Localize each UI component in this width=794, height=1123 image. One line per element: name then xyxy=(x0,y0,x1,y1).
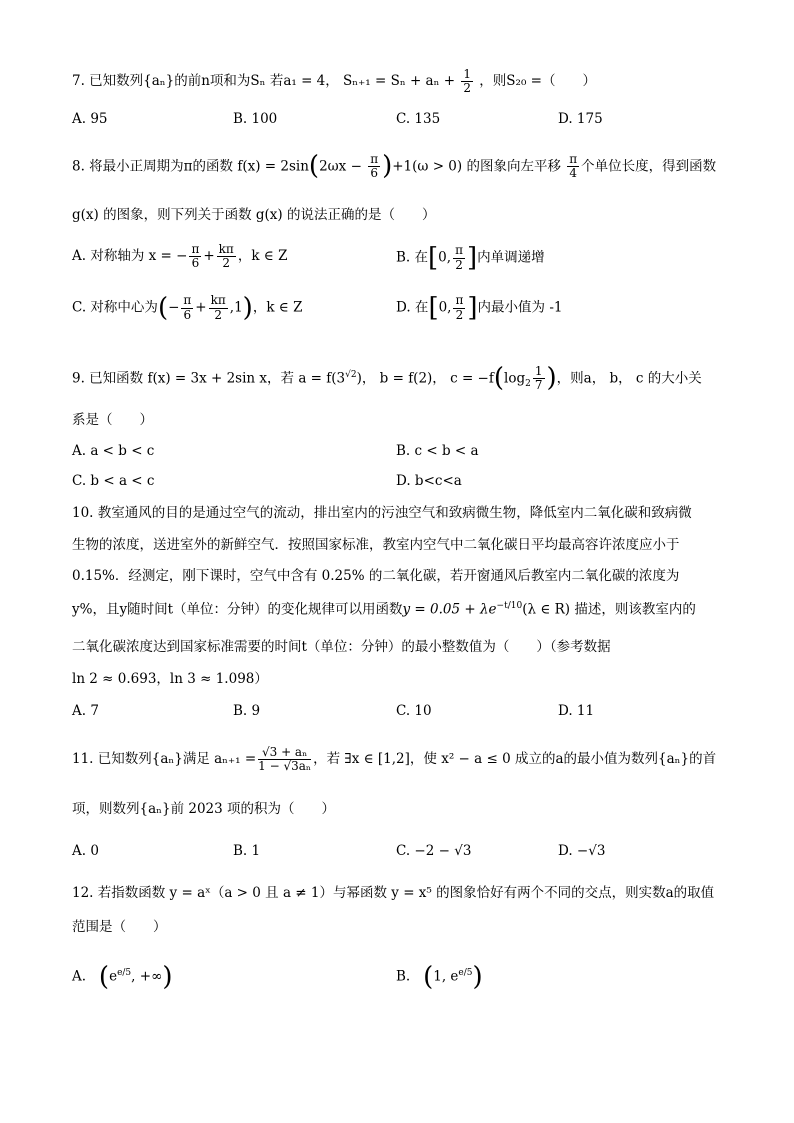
q10-line5: 二氧化碳浓度达到国家标准需要的时间t（单位：分钟）的最小整数值为（ ）（参考数据 xyxy=(72,639,611,655)
q7-frac-num: 1 xyxy=(463,67,471,81)
q9-option-b: B. c < b < a xyxy=(396,443,479,459)
q8-opta-f2n: kπ xyxy=(218,242,234,256)
q8-text-c: +1(ω > 0) 的图象向左平移 xyxy=(392,158,561,175)
q7-stem-tail: ，则S₂₀ =（ ） xyxy=(479,73,596,90)
q8-optd-fd: 2 xyxy=(455,307,464,322)
q11-option-d: D. −√3 xyxy=(558,843,606,859)
q8-optd-fn: π xyxy=(455,293,464,308)
q11-option-c: C. −2 − √3 xyxy=(396,843,472,859)
q8-optb-frac xyxy=(453,244,465,271)
q9-fd: 7 xyxy=(534,378,543,393)
q9-stem-line1: 9. 已知函数 f(x) = 3x + 2sin x，若 $a = f(3^{√2})$， b = f(2)， $c = -f(\log_2$ $\frac{1}{7}$ )，则a， b， c 的大小关 xyxy=(72,363,702,393)
q12-line2: 范围是（ ） xyxy=(72,919,167,935)
q10-line4-text: y%，且y随时间t（单位：分钟）的变化规律可以用函数 xyxy=(72,601,403,618)
q12-opta-tail: , +∞ xyxy=(131,968,163,985)
q7-stem xyxy=(72,68,734,95)
q9-text-b: )， b = f(2)， c = −f xyxy=(356,370,494,387)
q9-frac xyxy=(533,365,545,392)
q10-exponent: −t/10 xyxy=(496,601,523,611)
q9-text-a: 9. 已知函数 f(x) = 3x + 2sin x，若 a = f(3 xyxy=(72,370,346,387)
q8-optc-plus: + xyxy=(195,299,207,316)
q10-option-d: D. 11 xyxy=(558,703,595,719)
q8-opta-text: A. 对称轴为 x = − xyxy=(72,248,188,265)
q11-option-b: B. 1 xyxy=(233,843,261,859)
q10-line2: 生物的浓度，送进室外的新鲜空气．按照国家标准，教室内空气中二氧化碳日平均最高容许浓度应小于 xyxy=(72,537,680,553)
q8-frac1-den: 6 xyxy=(370,166,378,181)
q8-frac2-den: 4 xyxy=(569,166,578,181)
q9-stem-line2: 系是（ ） xyxy=(72,412,153,428)
q9-fn: 1 xyxy=(534,364,543,379)
q8-opta-f2d: 2 xyxy=(222,256,231,271)
q8-optc-tail-a: ,1 xyxy=(229,299,243,316)
q8-opta-plus: + xyxy=(203,248,215,265)
q8-optd-tail: 内最小值为 -1 xyxy=(477,299,563,316)
q10-option-b: B. 9 xyxy=(233,703,261,719)
q8-optc-tail: ，k ∈ Z xyxy=(252,299,303,316)
q8-optb-tail: 内单调递增 xyxy=(477,249,545,266)
q8-optc-frac1 xyxy=(181,294,193,321)
q12-line1: 12. 若指数函数 y = aˣ（a > 0 且 a ≠ 1）与幂函数 y = x⁵ 的图象恰好有两个不同的交点，则实数a的取值 xyxy=(72,885,715,901)
q8-opta-f1n: π xyxy=(191,242,200,256)
q10-formula: y = 0.05 + λe xyxy=(402,601,497,618)
q8-text-a: 8. 将最小正周期为π的函数 f(x) = 2sin xyxy=(72,158,309,175)
q8-fraction-2 xyxy=(567,153,579,180)
q8-option-a xyxy=(72,243,287,270)
q8-option-b: B. 在[0, $\frac{\pi}{2}$ ]内单调递增 xyxy=(396,243,545,273)
q8-frac2-num: π xyxy=(569,152,578,167)
q9-text-c: ，则a， b， c 的大小关 xyxy=(556,370,702,387)
q8-option-c: C. 对称中心为(− $\frac{\pi}{6}$ + $\frac{k\pi}{2}$ ,1)，k ∈ Z xyxy=(72,293,303,323)
q8-optc-f1n: π xyxy=(183,293,192,308)
q8-fraction-1 xyxy=(368,153,380,180)
q11-text-b: ，若 ∃x ∈ [1,2]，使 x² − a ≤ 0 成立的a的最小值为数列{aₙ}的首 xyxy=(313,751,717,768)
q12-opta-label: A. xyxy=(72,968,87,985)
q8-optc-text: C. 对称中心为 xyxy=(72,299,158,316)
q9-sup: √2 xyxy=(345,369,357,380)
q10-line3: 0.15%．经测定，刚下课时，空气中含有 0.25% 的二氧化碳，若开窗通风后教室内二氧化碳的浓度为 xyxy=(72,568,680,584)
q8-optb-fn: π xyxy=(455,243,463,258)
q8-optb-fd: 2 xyxy=(455,257,463,272)
q11-line1 xyxy=(72,746,734,773)
q9-log-sub: 2 xyxy=(525,379,531,390)
q8-optd-text: D. 在 xyxy=(396,299,429,316)
q9-option-a: A. a < b < c xyxy=(72,443,155,459)
q10-line4 xyxy=(72,600,734,620)
q12-optb-exp: e/5 xyxy=(458,968,473,978)
q8-opta-frac1 xyxy=(189,243,201,270)
q12-option-b: B. (1, $e^{e/5}$) xyxy=(396,962,483,992)
q12-opta-base: e xyxy=(109,968,118,985)
q8-optc-frac2 xyxy=(209,294,228,321)
q7-stem-text: 7. 已知数列{aₙ}的前n项和为Sₙ 若a₁ = 4， Sₙ₊₁ = Sₙ + aₙ + xyxy=(72,73,456,90)
q8-opta-f1d: 6 xyxy=(191,256,200,271)
q8-optd-frac xyxy=(453,294,465,321)
q9-log: log xyxy=(504,370,526,387)
q12-option-a: A. ($e^{e/5}$, +∞) xyxy=(72,962,173,992)
q9-option-d: D. b<c<a xyxy=(396,473,462,489)
q11-fd: 1 − √3aₙ xyxy=(258,759,312,774)
q8-opta-frac2 xyxy=(217,243,236,270)
q8-optc-minus: − xyxy=(168,299,180,316)
q10-option-c: C. 10 xyxy=(396,703,432,719)
q8-option-d: D. 在[0, $\frac{\pi}{2}$ ]内最小值为 -1 xyxy=(396,293,563,323)
q8-optb-text: B. 在 xyxy=(396,249,429,266)
q7-frac-den: 2 xyxy=(463,81,471,96)
q7-option-d: D. 175 xyxy=(558,111,603,127)
q8-optb-int: 0, xyxy=(438,249,452,266)
q8-optc-f2d: 2 xyxy=(214,307,223,322)
q7-option-a: A. 95 xyxy=(72,111,108,127)
q11-option-a: A. 0 xyxy=(72,843,99,859)
q8-opta-tail: ，k ∈ Z xyxy=(237,248,288,265)
q11-line2: 项，则数列{aₙ}前 2023 项的积为（ ） xyxy=(72,801,336,817)
q8-optd-int: 0, xyxy=(438,299,452,316)
q8-frac1-num: π xyxy=(370,152,379,167)
q7-option-b: B. 100 xyxy=(233,111,278,127)
q10-line6: ln 2 ≈ 0.693，ln 3 ≈ 1.098） xyxy=(72,671,268,687)
q12-opta-exp: e/5 xyxy=(117,968,132,978)
q7-option-c: C. 135 xyxy=(396,111,441,127)
q7-fraction xyxy=(461,68,473,95)
q12-optb-head: 1, e xyxy=(433,968,459,985)
q8-optc-f2n: kπ xyxy=(210,293,226,308)
q10-option-a: A. 7 xyxy=(72,703,99,719)
q11-text-a: 11. 已知数列{aₙ}满足 aₙ₊₁ = xyxy=(72,751,257,768)
q8-stem-line2: g(x) 的图象，则下列关于函数 g(x) 的说法正确的是（ ） xyxy=(72,207,436,223)
q11-frac xyxy=(258,746,311,773)
q9-option-c: C. b < a < c xyxy=(72,473,155,489)
q11-fn: √3 + aₙ xyxy=(258,746,311,760)
q8-text-d: 个单位长度，得到函数 xyxy=(581,158,717,175)
q8-optc-f1d: 6 xyxy=(183,307,192,322)
q8-stem-line1: 8. 将最小正周期为π的函数 f(x) = 2sin(2ωx − $\frac{\pi}{6}$ )+1(ω > 0) 的图象向左平移 $\frac{\pi}{4}$ 个单位长度，得到函数 xyxy=(72,151,717,181)
q10-line4-tail: (λ ∈ R) 描述，则该教室内的 xyxy=(522,601,696,618)
q12-optb-label: B. xyxy=(396,968,411,985)
q10-line1: 10. 教室通风的目的是通过空气的流动，排出室内的污浊空气和致病微生物，降低室内二氧化碳和致病微 xyxy=(72,505,692,521)
q8-text-b: 2ωx − xyxy=(319,158,362,175)
